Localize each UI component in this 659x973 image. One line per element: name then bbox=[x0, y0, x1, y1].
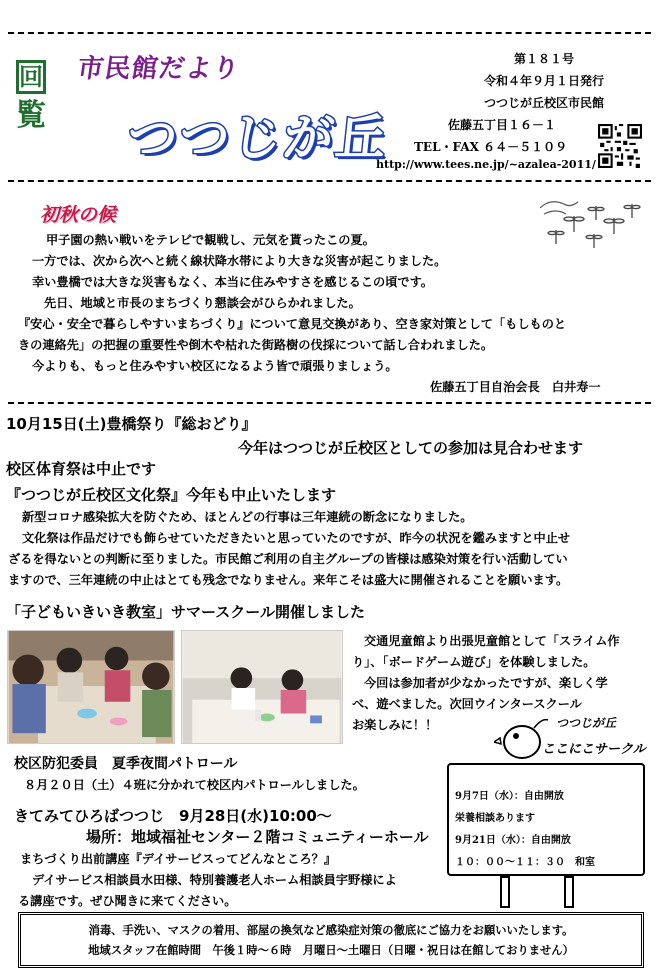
greeting-line: 幸い豊橋では大きな災害もなく、本当に住みやすさを感じるこの頃です。 bbox=[32, 275, 433, 289]
sports-cancel-notice: 校区体育祭は中止です bbox=[6, 460, 157, 478]
greeting-line: 今よりも、もっと住みやすい校区になるよう皆で頑張りましょう。 bbox=[32, 359, 398, 373]
publisher: つつじが丘校区市民館 bbox=[484, 96, 605, 110]
greeting-line: 先日、地域と市長のまちづくり懇談会がひらかれました。 bbox=[44, 296, 361, 310]
kairan-char-2: 覧 bbox=[16, 98, 46, 133]
festival-note: 今年はつつじが丘校区としての参加は見合わせます bbox=[238, 439, 584, 457]
greeting-line: 『安心・安全で暮らしやすいまちづくり』について意見交換があり、空き家対策として「もしものと bbox=[18, 317, 567, 331]
culture-line: ざるを得ないとの判断に至りました。市民館ご利用の自主グループの皆様は感染対策を行い活動してい bbox=[8, 552, 568, 566]
kairan-mark bbox=[16, 60, 46, 136]
kitemite-line: デイサービス相談員水田様、特別養護老人ホーム相談員宇野様によ bbox=[32, 873, 397, 887]
issue-date: 令和４年９月１日発行 bbox=[484, 74, 605, 88]
summer-school-heading: 「子どもいきいき教室」サマースクール開催しました bbox=[6, 603, 365, 621]
culture-line: 文化祭は作品だけでも飾らせていただきたいと思っていたのですが、昨今の状況を鑑みますと中止せ bbox=[22, 531, 571, 545]
greeting-line: 一方では、次から次へと続く線状降水帯により大きな災害が起こりました。 bbox=[32, 254, 447, 268]
kitemite-line: まちづくり出前講座『デイサービスってどんなところ？』 bbox=[20, 852, 337, 866]
footer-line-2: 地域スタッフ在館時間 午後１時～６時 月曜日～土曜日（日曜・祝日は在館しておりません） bbox=[88, 943, 574, 957]
summer-school-line: 今回は参加者が少なかったですが、楽しく学 bbox=[364, 676, 608, 690]
greeting-title: 初秋の候 bbox=[40, 204, 117, 226]
circle-sign-line2: ここにこサークル bbox=[542, 742, 646, 757]
circle-schedule-item: １０：００～１１：３０ 和室 bbox=[455, 857, 595, 868]
summer-school-line: 交通児童館より出張児童館として「スライム作 bbox=[364, 634, 620, 648]
dragonflies-icon bbox=[534, 196, 644, 252]
culture-line: ますので、三年連続の中止はとても残念でなりません。来年こそは盛大に開催されることを願います。 bbox=[8, 573, 569, 587]
header-divider bbox=[8, 180, 651, 182]
footer-notice bbox=[18, 912, 644, 968]
kitemite-line: る講座です。ぜひ聞きに来てください。 bbox=[18, 894, 237, 908]
summer-school-line: り」、「ボードゲーム遊び」を体験しました。 bbox=[352, 655, 596, 669]
greeting-line: 甲子園の熱い戦いをテレビで観戦し、元気を貰ったこの夏。 bbox=[46, 233, 375, 247]
culture-festival-heading: 『つつじが丘校区文化祭』今年も中止いたします bbox=[6, 486, 337, 504]
circle-schedule-item: 9月21日（水）：自由開放 bbox=[455, 835, 571, 846]
kitemite-heading: きてみてひろばつつじ 9月28日(水)10:00～ bbox=[14, 807, 332, 825]
summer-school-line: お楽しみに！！ bbox=[352, 718, 438, 732]
summer-school-line: べ、遊べました。次回ウインタースクール bbox=[352, 697, 582, 711]
sign-post-right bbox=[564, 876, 574, 908]
circle-schedule-board bbox=[447, 763, 645, 876]
culture-line: 新型コロナ感染拡大を防ぐため、ほとんどの行事は三年連続の断念になりました。 bbox=[22, 510, 473, 524]
newsletter-subtitle: 市民館だより bbox=[75, 54, 242, 84]
festival-heading: 10月15日(土)豊橋祭り『総おどり』 bbox=[6, 415, 257, 433]
greeting-line: きの連絡先」の把握の重要性や倒木や枯れた街路樹の伐採について話し合われました。 bbox=[18, 338, 494, 352]
issue-number: 第１８１号 bbox=[514, 52, 575, 66]
issue-info bbox=[414, 48, 605, 158]
circle-sign-line1: つつじが丘 bbox=[556, 716, 617, 730]
greeting-divider bbox=[8, 402, 651, 404]
summer-school-photo-1 bbox=[7, 630, 175, 744]
circle-schedule-item: 栄養相談あります bbox=[455, 813, 535, 824]
greeting-signature: 佐藤五丁目自治会長 白井寿一 bbox=[430, 380, 601, 394]
circle-schedule-item: 9月7日（水）：自由開放 bbox=[455, 791, 564, 802]
website-url[interactable]: http://www.tees.ne.jp/~azalea-2011/ bbox=[376, 158, 596, 171]
qr-code-icon bbox=[598, 124, 642, 168]
top-divider bbox=[8, 32, 651, 34]
address: 佐藤五丁目１６－１ bbox=[448, 118, 557, 132]
kitemite-venue: 場所：地域福祉センター２階コミュニティーホール bbox=[86, 828, 429, 846]
kairan-char-1: 回 bbox=[16, 60, 46, 94]
patrol-heading: 校区防犯委員 夏季夜間パトロール bbox=[14, 756, 238, 772]
tel-fax: TEL・FAX ６４－５１０９ bbox=[414, 140, 568, 154]
summer-school-photo-2 bbox=[181, 630, 343, 744]
footer-line-1: 消毒、手洗い、マスクの着用、部屋の換気など感染症対策の徹底にご協力をお願いいたします。 bbox=[88, 923, 574, 937]
patrol-text: ８月２０日（土）４班に分かれて校区内パトロールしました。 bbox=[24, 778, 365, 792]
sign-post-left bbox=[500, 876, 510, 908]
newsletter-title: つつじが丘 bbox=[124, 109, 391, 167]
